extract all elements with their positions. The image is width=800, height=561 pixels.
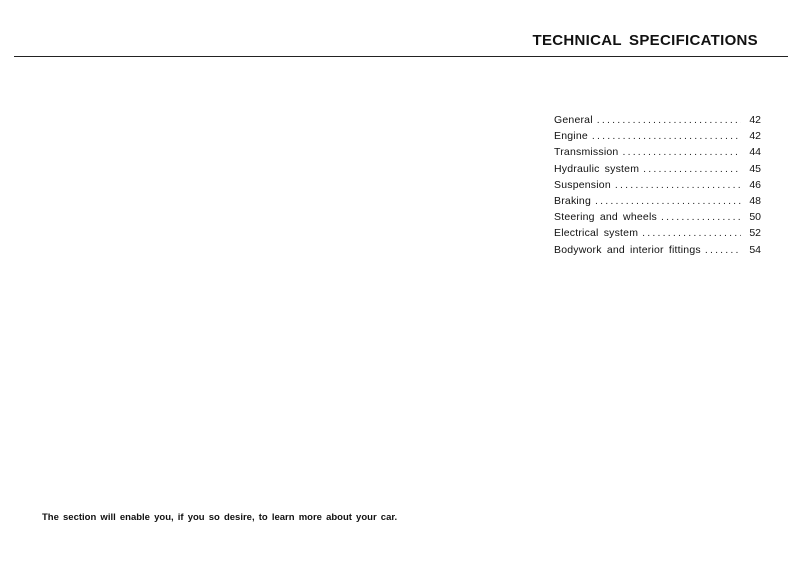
toc-entry-steering-and-wheels bbox=[554, 209, 761, 225]
toc-entry-label: Braking bbox=[554, 194, 592, 207]
section-intro-note: The section will enable you, if you so desire, to learn more about your car. bbox=[42, 512, 398, 523]
toc-entry-bodywork-and-interior-fittings bbox=[554, 242, 761, 258]
toc-entry-page: 52 bbox=[749, 227, 761, 240]
toc-entry-braking bbox=[554, 193, 761, 209]
toc-dot-leader bbox=[595, 193, 741, 209]
toc-entry-page: 42 bbox=[749, 114, 761, 126]
toc-entry-suspension bbox=[554, 177, 761, 193]
toc-entry-label: Transmission bbox=[554, 146, 619, 159]
toc-entry-page: 42 bbox=[749, 130, 761, 143]
toc-entry-label: Suspension bbox=[554, 178, 611, 191]
toc-dot-leader bbox=[661, 209, 741, 225]
toc-entry-electrical-system bbox=[554, 225, 761, 241]
table-of-contents bbox=[554, 112, 761, 258]
toc-entry-general bbox=[554, 112, 761, 128]
toc-entry-page: 48 bbox=[749, 194, 761, 207]
toc-dot-leader bbox=[597, 112, 741, 128]
toc-dot-leader bbox=[622, 144, 741, 160]
toc-dot-leader bbox=[705, 242, 741, 258]
toc-entry-transmission bbox=[554, 144, 761, 160]
toc-entry-page: 46 bbox=[749, 178, 761, 191]
toc-entry-page: 44 bbox=[749, 146, 761, 159]
toc-entry-label: Bodywork and interior fittings bbox=[554, 243, 701, 256]
toc-entry-label: Hydraulic system bbox=[554, 162, 640, 175]
toc-dot-leader bbox=[615, 177, 741, 193]
toc-entry-page: 45 bbox=[749, 162, 761, 175]
toc-entry-label: Steering and wheels bbox=[554, 211, 657, 224]
toc-entry-page: 54 bbox=[749, 243, 761, 256]
toc-entry-hydraulic-system bbox=[554, 161, 761, 177]
toc-entry-label: Engine bbox=[554, 130, 588, 143]
toc-dot-leader bbox=[643, 161, 741, 177]
page-title: TECHNICAL SPECIFICATIONS bbox=[532, 32, 758, 49]
toc-entry-engine bbox=[554, 128, 761, 144]
toc-dot-leader bbox=[592, 128, 741, 144]
toc-dot-leader bbox=[642, 225, 741, 241]
header-divider bbox=[14, 56, 788, 57]
toc-entry-label: Electrical system bbox=[554, 227, 639, 240]
toc-entry-label: General bbox=[554, 114, 593, 126]
toc-entry-page: 50 bbox=[749, 211, 761, 224]
